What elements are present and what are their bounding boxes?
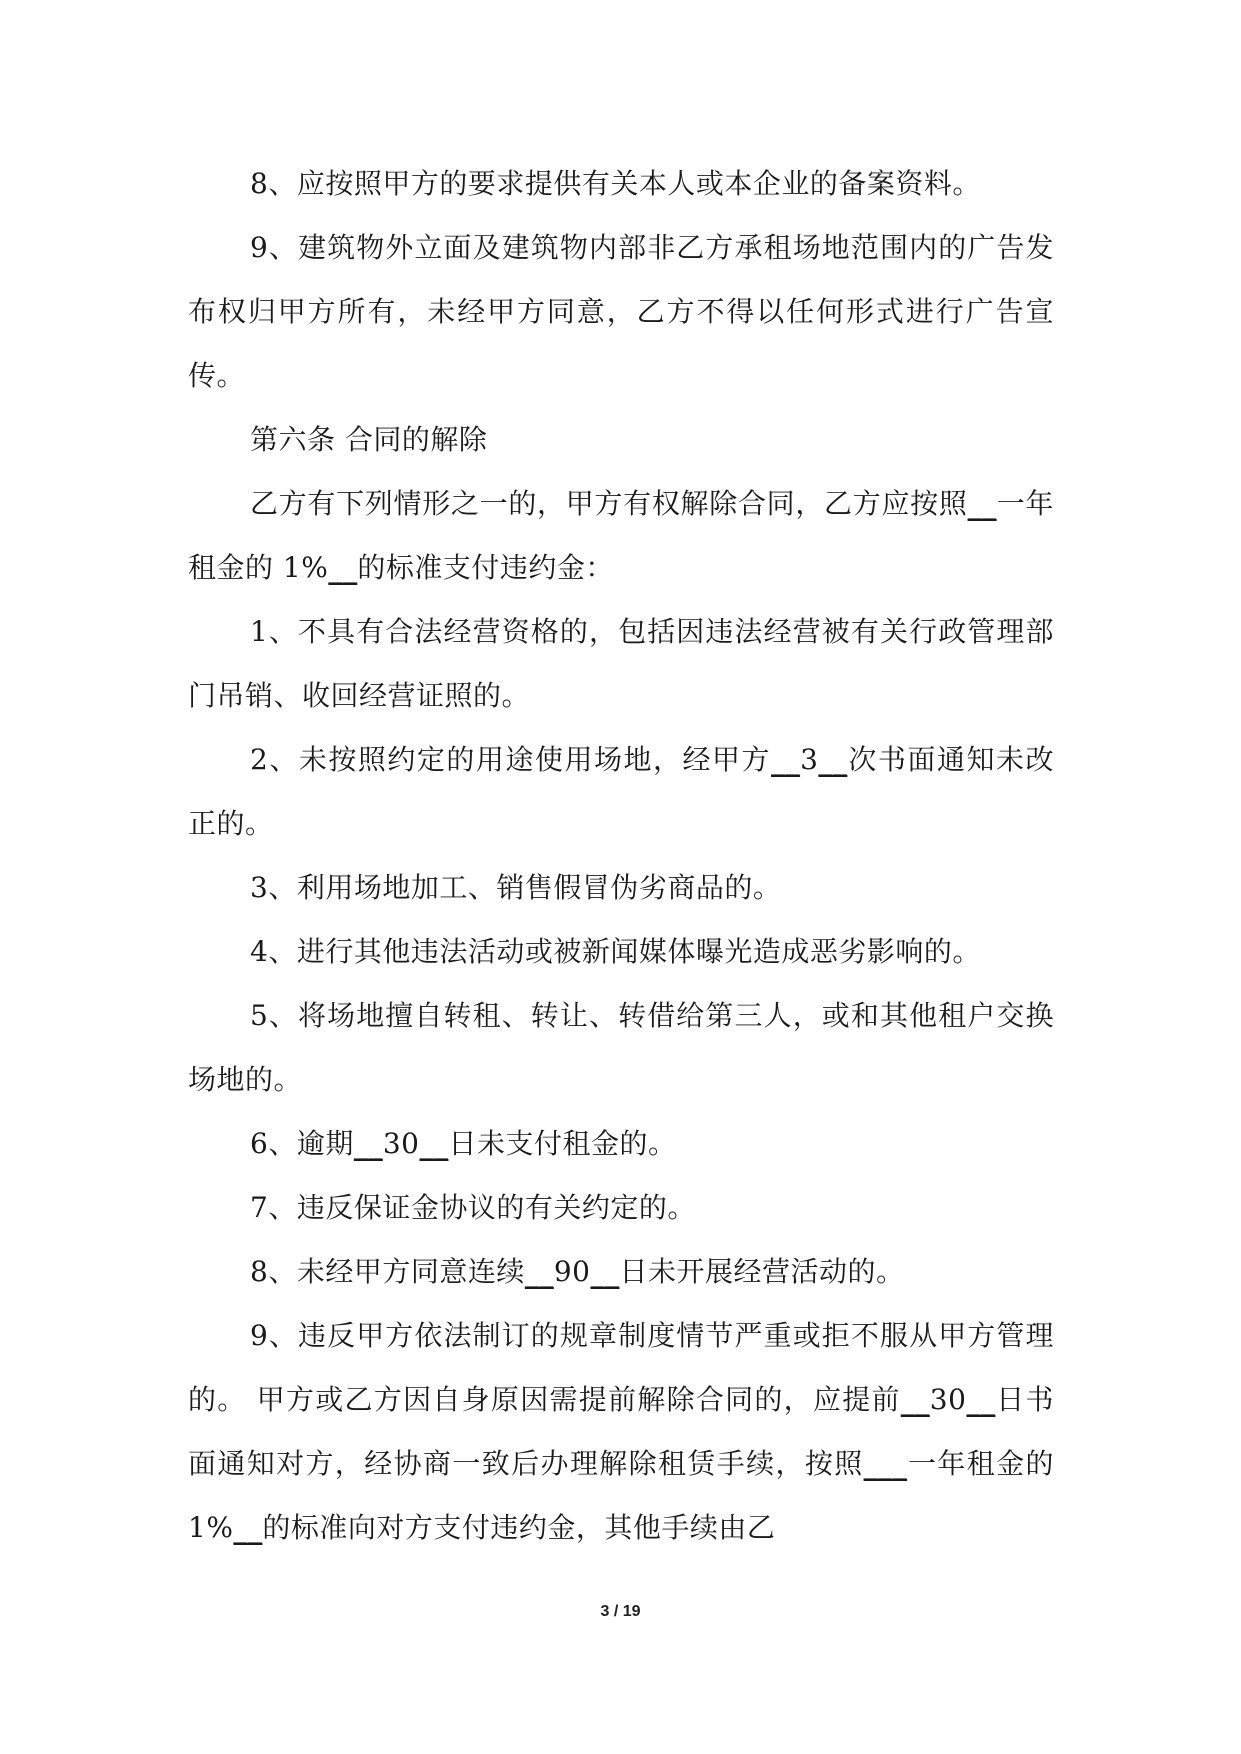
paragraph-text: 1、不具有合法经营资格的，包括因违法经营被有关行政管理部门吊销、收回经营证照的。 (188, 615, 1054, 712)
fill-in-blank: __ (967, 487, 997, 520)
paragraph-text: 5、将场地擅自转租、转让、转借给第三人，或和其他租户交换场地的。 (188, 999, 1054, 1096)
paragraph-text: 一年租金的 1% (188, 1447, 1054, 1544)
fill-in-blank: __ (524, 1255, 554, 1288)
paragraph (188, 1240, 1054, 1304)
paragraph-text: 4、进行其他违法活动或被新闻媒体曝光造成恶劣影响的。 (250, 935, 981, 968)
paragraph-text: 30 (929, 1383, 967, 1416)
paragraph (188, 984, 1054, 1112)
paragraph-text: 一年租金的 1% (188, 487, 1054, 584)
fill-in-blank: __ (590, 1255, 620, 1288)
page-number: 3 / 19 (600, 1603, 641, 1620)
paragraph-text: 6、逾期 (250, 1127, 354, 1160)
paragraph-text: 第六条 合同的解除 (250, 423, 488, 456)
paragraph (188, 408, 1054, 472)
fill-in-blank: __ (900, 1383, 930, 1416)
fill-in-blank: __ (966, 1383, 996, 1416)
paragraph-text: 8、未经甲方同意连续 (250, 1255, 525, 1288)
paragraph-text: 次书面通知未改正的。 (188, 743, 1054, 840)
paragraph (188, 1304, 1054, 1560)
fill-in-blank: __ (818, 743, 848, 776)
paragraph (188, 472, 1054, 600)
contract-body (188, 152, 1054, 1560)
paragraph-text: 7、违反保证金协议的有关约定的。 (250, 1191, 696, 1224)
paragraph-text: 90 (553, 1255, 591, 1288)
paragraph (188, 1176, 1054, 1240)
paragraph (188, 216, 1054, 408)
paragraph-text: 3、利用场地加工、销售假冒伪劣商品的。 (250, 871, 782, 904)
fill-in-blank: __ (419, 1127, 449, 1160)
paragraph-text: 日未支付租金的。 (448, 1127, 677, 1160)
paragraph-text: 3 (800, 743, 819, 776)
paragraph (188, 152, 1054, 216)
paragraph-text: 乙方有下列情形之一的，甲方有权解除合同，乙方应按照 (250, 487, 968, 520)
paragraph (188, 856, 1054, 920)
paragraph (188, 920, 1054, 984)
fill-in-blank: __ (771, 743, 801, 776)
fill-in-blank: __ (353, 1127, 383, 1160)
paragraph-text: 的标准向对方支付违约金，其他手续由乙 (262, 1511, 776, 1544)
paragraph (188, 600, 1054, 728)
paragraph-text: 日未开展经营活动的。 (619, 1255, 905, 1288)
fill-in-blank: ___ (863, 1447, 908, 1480)
paragraph-text: 日书面通知对方，经协商一致后办理解除租赁手续，按照 (188, 1383, 1054, 1480)
paragraph-text: 2、未按照约定的用途使用场地，经甲方 (250, 743, 772, 776)
paragraph-text: 的标准支付违约金： (357, 551, 614, 584)
paragraph (188, 1112, 1054, 1176)
fill-in-blank: __ (328, 551, 358, 584)
paragraph (188, 728, 1054, 856)
paragraph-text: 9、违反甲方依法制订的规章制度情节严重或拒不服从甲方管理的。 甲方或乙方因自身原因需提前解除合同的，应提前 (188, 1319, 1054, 1416)
paragraph-text: 30 (382, 1127, 420, 1160)
paragraph-text: 8、应按照甲方的要求提供有关本人或本企业的备案资料。 (250, 167, 981, 200)
fill-in-blank: __ (233, 1511, 263, 1544)
paragraph-text: 9、建筑物外立面及建筑物内部非乙方承租场地范围内的广告发布权归甲方所有，未经甲方同意，乙方不得以任何形式进行广告宣传。 (188, 231, 1054, 392)
